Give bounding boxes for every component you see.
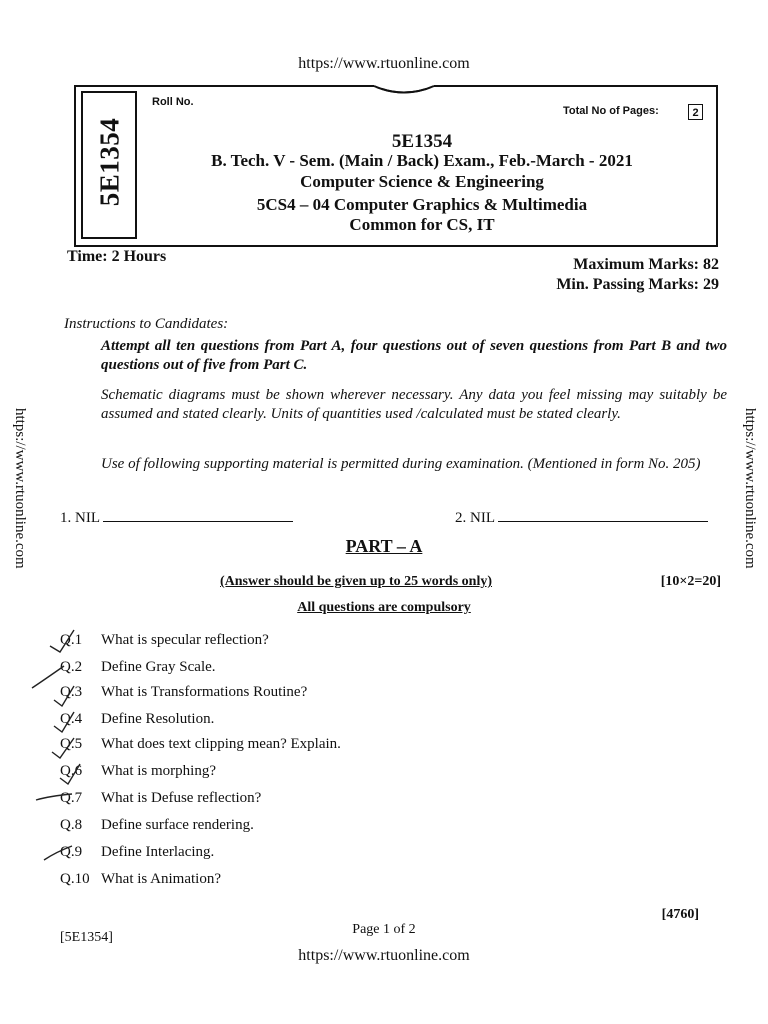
paper-code-vertical: 5E1354 — [94, 117, 125, 207]
part-a-compulsory: All questions are compulsory — [297, 600, 471, 615]
question-text: Define Interlacing. — [101, 844, 215, 860]
question-number: Q.2 — [60, 659, 83, 675]
question-item — [60, 763, 216, 780]
question-number: Q.6 — [60, 763, 83, 779]
watermark-url-bottom[interactable]: https://www.rtuonline.com — [298, 947, 470, 964]
page-number: Page 1 of 2 — [352, 922, 416, 937]
question-item — [60, 711, 214, 728]
question-number: Q.3 — [60, 684, 83, 700]
question-text: What does text clipping mean? Explain. — [101, 736, 341, 752]
question-item — [60, 817, 254, 834]
question-item — [60, 684, 307, 701]
exam-title: B. Tech. V - Sem. (Main / Back) Exam., Feb.-March - 2021 — [211, 151, 633, 170]
instruction-diagrams: Schematic diagrams must be shown wherever necessary. Any data you feel missing may suitably be assumed and stated clearly. Units of quantities used /calculated must be stated clearly. — [101, 387, 727, 422]
part-a-marks: [10×2=20] — [660, 574, 721, 589]
material-item-1 — [60, 510, 318, 527]
max-marks: Maximum Marks: 82 — [573, 256, 719, 273]
material-item-2-line — [498, 521, 708, 522]
material-item-2 — [455, 510, 725, 527]
question-number: Q.1 — [60, 632, 83, 648]
part-a-answer-note: (Answer should be given up to 25 words only) — [220, 574, 493, 589]
question-item — [60, 790, 261, 807]
question-number: Q.8 — [60, 817, 83, 833]
roll-no-label: Roll No. — [152, 96, 194, 108]
question-text: What is specular reflection? — [101, 632, 269, 648]
footer-code: [4760] — [661, 907, 699, 922]
instruction-material: Use of following supporting material is permitted during examination. (Mentioned in form No. 205) — [101, 456, 701, 472]
question-item — [60, 844, 214, 861]
common-for: Common for CS, IT — [349, 215, 495, 234]
question-number: Q.7 — [60, 790, 83, 806]
subject: 5CS4 – 04 Computer Graphics & Multimedia — [256, 195, 588, 214]
watermark-url-right: https://www.rtuonline.com — [742, 408, 758, 569]
instruction-attempt: Attempt all ten questions from Part A, four questions out of seven questions from Part B and two questions out of five from Part C. — [101, 338, 727, 373]
question-text: What is Animation? — [101, 871, 221, 887]
footer-paper-code: [5E1354] — [60, 930, 113, 945]
question-number: Q.5 — [60, 736, 83, 752]
question-text: Define Resolution. — [101, 711, 215, 727]
total-pages-label: Total No of Pages: — [563, 105, 659, 117]
question-text: Define surface rendering. — [101, 817, 254, 833]
question-number: Q.9 — [60, 844, 83, 860]
question-text: What is morphing? — [101, 763, 216, 779]
watermark-url-left: https://www.rtuonline.com — [12, 408, 28, 569]
question-number: Q.10 — [60, 871, 90, 887]
exam-time: Time: 2 Hours — [67, 248, 167, 265]
total-pages-value: 2 — [688, 104, 703, 120]
min-marks: Min. Passing Marks: 29 — [556, 276, 719, 293]
material-item-2-text: 2. NIL — [455, 510, 495, 526]
question-item — [60, 736, 341, 753]
question-item — [60, 871, 221, 888]
part-a-title: PART – A — [345, 536, 423, 556]
question-text: What is Defuse reflection? — [101, 790, 262, 806]
branch: Computer Science & Engineering — [300, 172, 544, 191]
question-item — [60, 632, 269, 649]
question-text: Define Gray Scale. — [101, 659, 216, 675]
material-item-1-text: 1. NIL — [60, 510, 100, 526]
instructions-title: Instructions to Candidates: — [64, 316, 229, 332]
watermark-url-top[interactable]: https://www.rtuonline.com — [298, 55, 470, 72]
paper-code: 5E1354 — [391, 131, 453, 152]
question-item — [60, 659, 216, 676]
material-item-1-line — [103, 521, 293, 522]
question-number: Q.4 — [60, 711, 83, 727]
question-text: What is Transformations Routine? — [101, 684, 308, 700]
